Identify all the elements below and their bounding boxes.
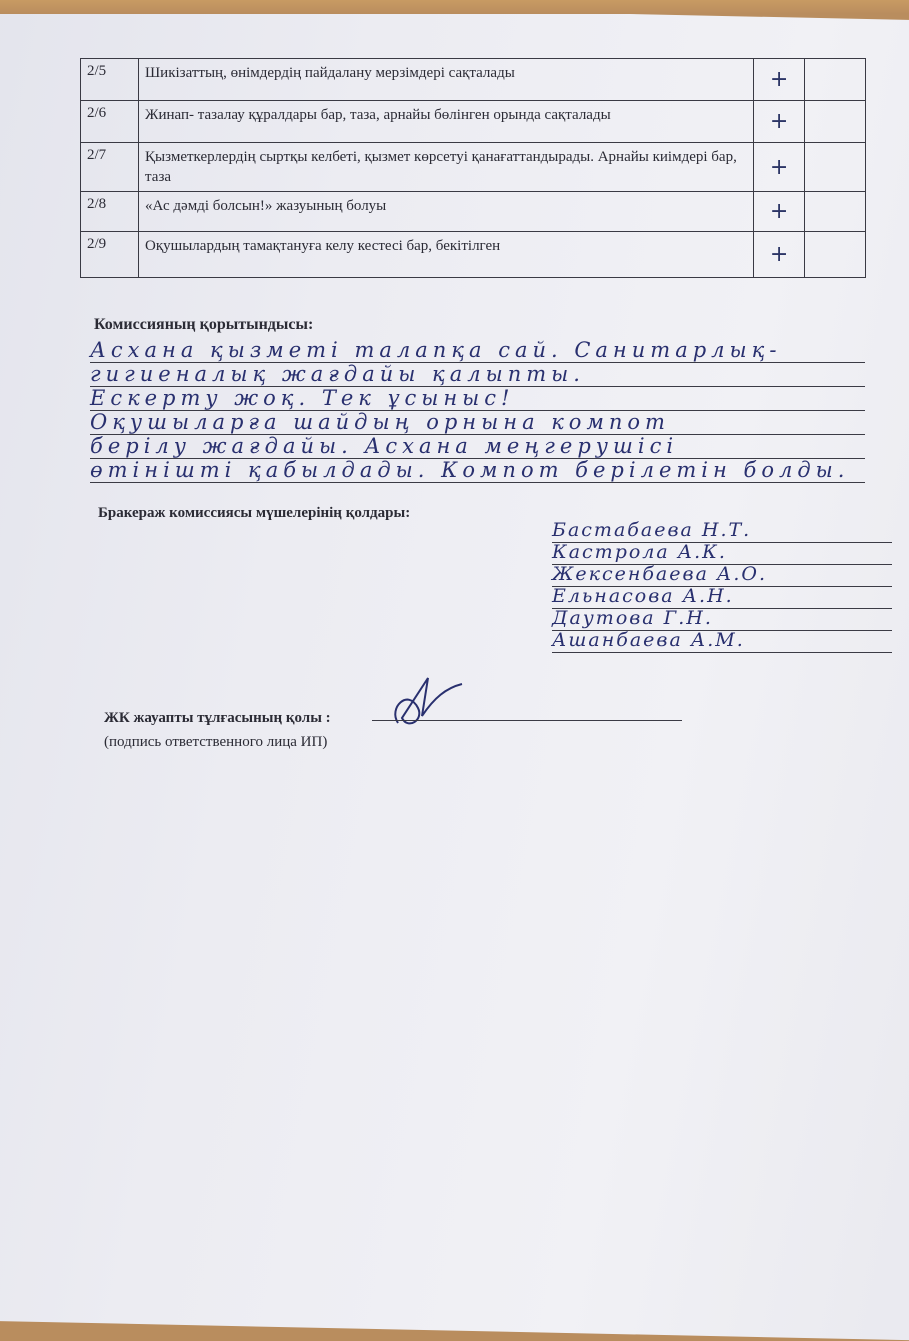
conclusion-line: Асхана қызметі талапқа сай. Санитарлық- — [90, 340, 865, 363]
row-criterion: Оқушылардың тамақтануға келу кестесі бар, бекітілген — [139, 232, 754, 278]
responsible-label: ЖК жауапты тұлғасының қолы : — [104, 710, 331, 726]
responsible-signature-line — [372, 720, 682, 721]
check-mark: + — [754, 143, 804, 192]
empty-cell — [804, 232, 865, 278]
conclusion-line: Ескерту жоқ. Тек ұсыныс! — [90, 388, 865, 411]
signature-row: Даутова Г.Н. — [552, 608, 892, 631]
checklist-row — [81, 143, 866, 192]
empty-cell — [804, 192, 865, 232]
check-mark: + — [754, 59, 804, 101]
signature-row: Бастабаева Н.Т. — [552, 520, 892, 543]
signature-row: Кастрола А.К. — [552, 542, 892, 565]
signature-row: Ашанбаева А.М. — [552, 630, 892, 653]
conclusion-title: Комиссияның қорытындысы: — [94, 316, 314, 333]
conclusion-line: өтінішті қабылдады. Компот берілетін болды. — [90, 460, 865, 483]
checklist-row — [81, 232, 866, 278]
responsible-sublabel: (подпись ответственного лица ИП) — [104, 734, 328, 750]
checklist-row — [81, 59, 866, 101]
check-mark: + — [754, 232, 804, 278]
checklist-row — [81, 192, 866, 232]
row-number: 2/7 — [81, 143, 139, 192]
row-number: 2/9 — [81, 232, 139, 278]
signature-row: Ельнасова А.Н. — [552, 586, 892, 609]
signatures-title: Бракераж комиссиясы мүшелерінің қолдары: — [98, 505, 411, 521]
check-mark: + — [754, 101, 804, 143]
signature-row: Жексенбаева А.О. — [552, 564, 892, 587]
responsible-signature-scribble — [388, 668, 468, 738]
checklist-table — [80, 58, 866, 278]
row-criterion: Шикізаттың, өнімдердің пайдалану мерзімдері сақталады — [139, 59, 754, 101]
checklist-row — [81, 101, 866, 143]
row-criterion: «Ас дәмді болсын!» жазуының болуы — [139, 192, 754, 232]
row-number: 2/8 — [81, 192, 139, 232]
check-mark: + — [754, 192, 804, 232]
empty-cell — [804, 143, 865, 192]
conclusion-line: берілу жағдайы. Асхана меңгерушісі — [90, 436, 865, 459]
row-criterion: Жинап- тазалау құралдары бар, таза, арнайы бөлінген орында сақталады — [139, 101, 754, 143]
empty-cell — [804, 59, 865, 101]
row-criterion: Қызметкерлердің сыртқы келбеті, қызмет көрсетуі қанағаттандырады. Арнайы киімдері бар, таза — [139, 143, 754, 192]
conclusion-line: Оқушыларға шайдың орнына компот — [90, 412, 865, 435]
conclusion-line: гигиеналық жағдайы қалыпты. — [90, 364, 865, 387]
row-number: 2/6 — [81, 101, 139, 143]
empty-cell — [804, 101, 865, 143]
row-number: 2/5 — [81, 59, 139, 101]
desk-background — [0, 0, 909, 14]
